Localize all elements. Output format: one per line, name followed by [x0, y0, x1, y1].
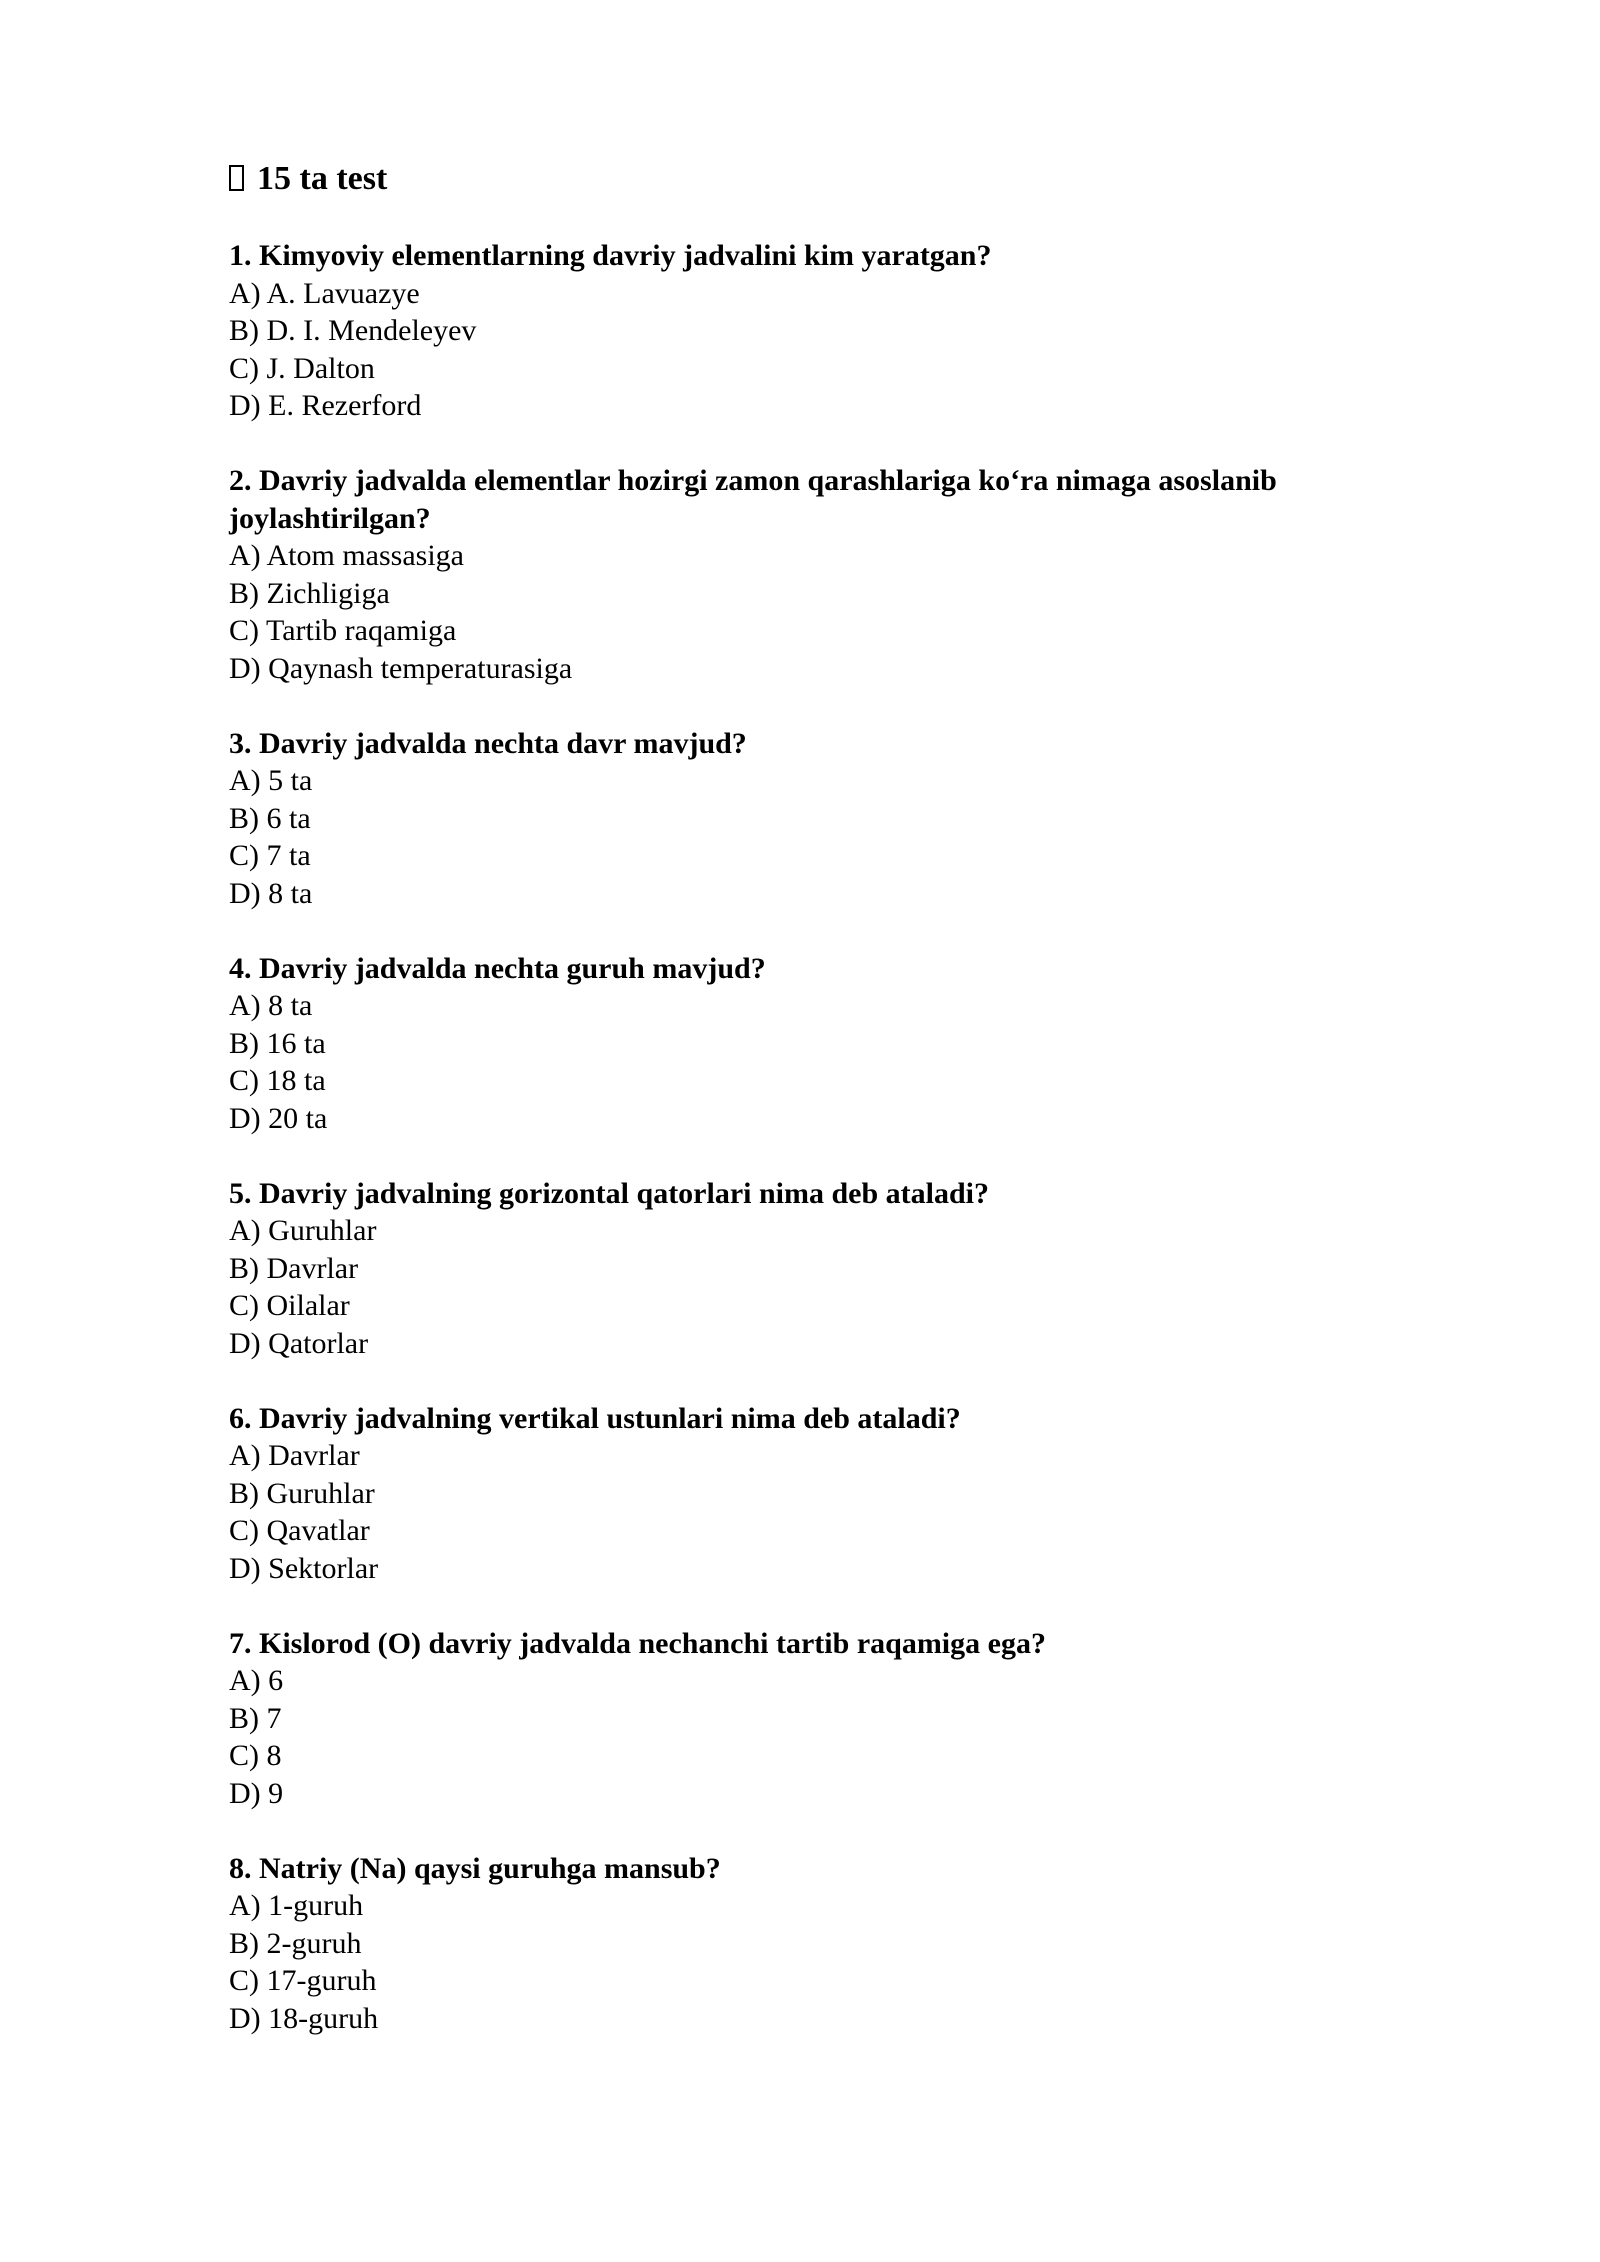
option-a: A) A. Lavuazye: [229, 276, 420, 310]
option-a: A) 1-guruh: [229, 1889, 364, 1922]
option-b: B) D. I. Mendeleyev: [229, 314, 477, 347]
question-6: [229, 1400, 1389, 1588]
option-a: A) Davrlar: [229, 1439, 360, 1472]
option-d: D) E. Rezerford: [229, 389, 422, 422]
option-a: A) Guruhlar: [229, 1214, 377, 1247]
question-text: 1. Kimyoviy elementlarning davriy jadvalini kim yaratgan?: [229, 239, 992, 272]
option-c: C) J. Dalton: [229, 351, 375, 385]
option-a: A) 8 ta: [229, 989, 313, 1022]
option-b: B) Zichligiga: [229, 576, 390, 610]
option-d: D) Qatorlar: [229, 1326, 369, 1360]
option-a: A) Atom massasiga: [229, 539, 464, 572]
question-7: [229, 1625, 1389, 1813]
option-c: C) Qavatlar: [229, 1514, 370, 1547]
option-d: D) 18-guruh: [229, 2001, 379, 2035]
question-text: 2. Davriy jadvalda elementlar hozirgi zamon qarashlariga ko‘ra nimaga asoslanib joylashtirilgan?: [229, 464, 1277, 535]
option-c: C) 17-guruh: [229, 1964, 377, 1997]
option-a: A) 6: [229, 1664, 284, 1697]
option-b: B) 16 ta: [229, 1026, 326, 1060]
option-c: C) 7 ta: [229, 839, 311, 872]
question-text: 8. Natriy (Na) qaysi guruhga mansub?: [229, 1851, 721, 1885]
question-text: 7. Kislorod (O) davriy jadvalda nechanchi tartib raqamiga ega?: [229, 1626, 1046, 1660]
option-b: B) 2-guruh: [229, 1926, 362, 1960]
option-d: D) 8 ta: [229, 876, 313, 910]
question-text: 3. Davriy jadvalda nechta davr mavjud?: [229, 726, 747, 760]
option-d: D) Sektorlar: [229, 1551, 379, 1585]
option-c: C) 8: [229, 1739, 282, 1772]
option-c: C) Tartib raqamiga: [229, 614, 457, 647]
question-8: [229, 1850, 1389, 2038]
option-c: C) 18 ta: [229, 1064, 326, 1097]
option-d: D) 9: [229, 1776, 284, 1810]
option-a: A) 5 ta: [229, 764, 313, 797]
question-3: [229, 725, 1389, 913]
question-4: [229, 950, 1389, 1138]
question-text: 5. Davriy jadvalning gorizontal qatorlari nima deb ataladi?: [229, 1176, 990, 1210]
question-text: 6. Davriy jadvalning vertikal ustunlari nima deb ataladi?: [229, 1401, 961, 1435]
question-text: 4. Davriy jadvalda nechta guruh mavjud?: [229, 951, 766, 985]
option-b: B) Davrlar: [229, 1251, 359, 1285]
question-1: [229, 237, 1389, 425]
option-b: B) 7: [229, 1701, 282, 1735]
heading-text: 15 ta test: [257, 160, 388, 197]
question-2: [229, 462, 1389, 687]
document-page: [229, 158, 1389, 2075]
option-d: D) 20 ta: [229, 1101, 328, 1135]
question-5: [229, 1175, 1389, 1363]
option-c: C) Oilalar: [229, 1289, 350, 1322]
option-b: B) 6 ta: [229, 801, 311, 835]
document-heading: [229, 158, 1389, 200]
option-b: B) Guruhlar: [229, 1476, 375, 1510]
missing-glyph-icon: [229, 165, 244, 191]
option-d: D) Qaynash temperaturasiga: [229, 651, 573, 685]
